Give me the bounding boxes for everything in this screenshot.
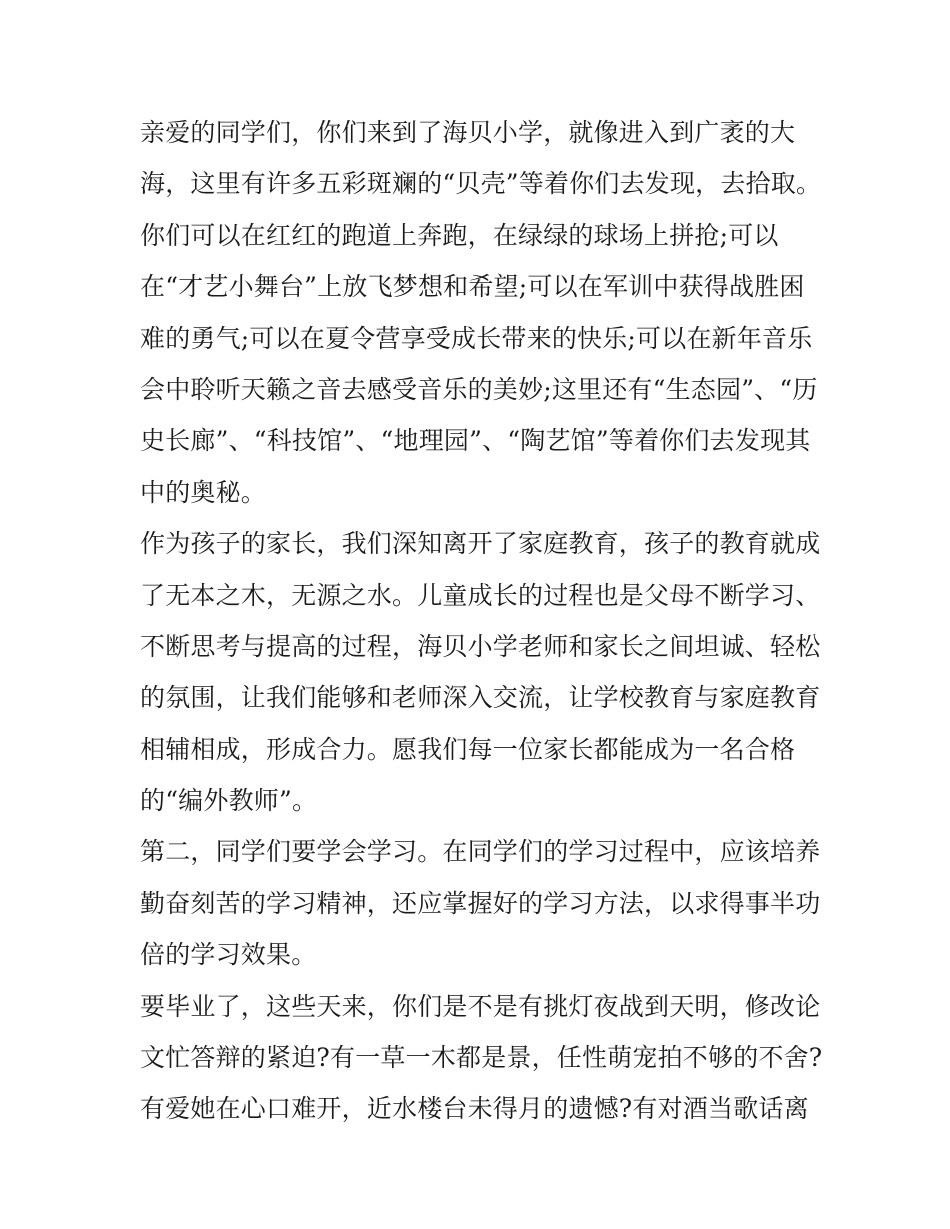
text-line: 勤奋刻苦的学习精神，还应掌握好的学习方法，以求得事半功 bbox=[140, 888, 821, 918]
text-line: 不断思考与提高的过程，海贝小学老师和家长之间坦诚、轻松 bbox=[140, 631, 821, 661]
text-line: 了无本之木，无源之水。儿童成长的过程也是父母不断学习、 bbox=[140, 580, 821, 610]
text-line: 要毕业了，这些天来，你们是不是有挑灯夜战到天明，修改论 bbox=[140, 991, 821, 1021]
text-line: 中的奥秘。 bbox=[140, 477, 267, 507]
text-line: 的“编外教师”。 bbox=[140, 786, 318, 816]
text-line: 的氛围，让我们能够和老师深入交流，让学校教育与家庭教育 bbox=[140, 683, 821, 713]
text-line: 相辅相成，形成合力。愿我们每一位家长都能成为一名合格 bbox=[140, 734, 796, 764]
text-line: 会中聆听天籁之音去感受音乐的美妙;这里还有“生态园”、“历 bbox=[140, 374, 818, 404]
text-line: 有爱她在心口难开，近水楼台未得月的遗憾?有对酒当歌话离 bbox=[140, 1094, 809, 1124]
text-line: 作为孩子的家长，我们深知离开了家庭教育，孩子的教育就成 bbox=[140, 529, 821, 559]
document-body bbox=[140, 107, 830, 1135]
text-line: 难的勇气;可以在夏令营享受成长带来的快乐;可以在新年音乐 bbox=[140, 323, 813, 353]
text-line: 在“才艺小舞台”上放飞梦想和希望;可以在军训中获得战胜困 bbox=[140, 272, 805, 302]
text-line: 海，这里有许多五彩斑斓的“贝壳”等着你们去发现，去拾取。 bbox=[140, 169, 822, 199]
text-line: 倍的学习效果。 bbox=[140, 940, 317, 970]
text-line: 第二，同学们要学会学习。在同学们的学习过程中，应该培养 bbox=[140, 837, 821, 867]
text-line: 文忙答辩的紧迫?有一草一木都是景，任性萌宠拍不够的不舍? bbox=[140, 1043, 823, 1073]
text-line: 史长廊”、“科技馆”、“地理园”、“陶艺馆”等着你们去发现其 bbox=[140, 426, 811, 456]
text-line: 你们可以在红红的跑道上奔跑，在绿绿的球场上拼抢;可以 bbox=[140, 220, 779, 250]
text-line: 亲爱的同学们，你们来到了海贝小学，就像进入到广袤的大 bbox=[140, 118, 796, 147]
